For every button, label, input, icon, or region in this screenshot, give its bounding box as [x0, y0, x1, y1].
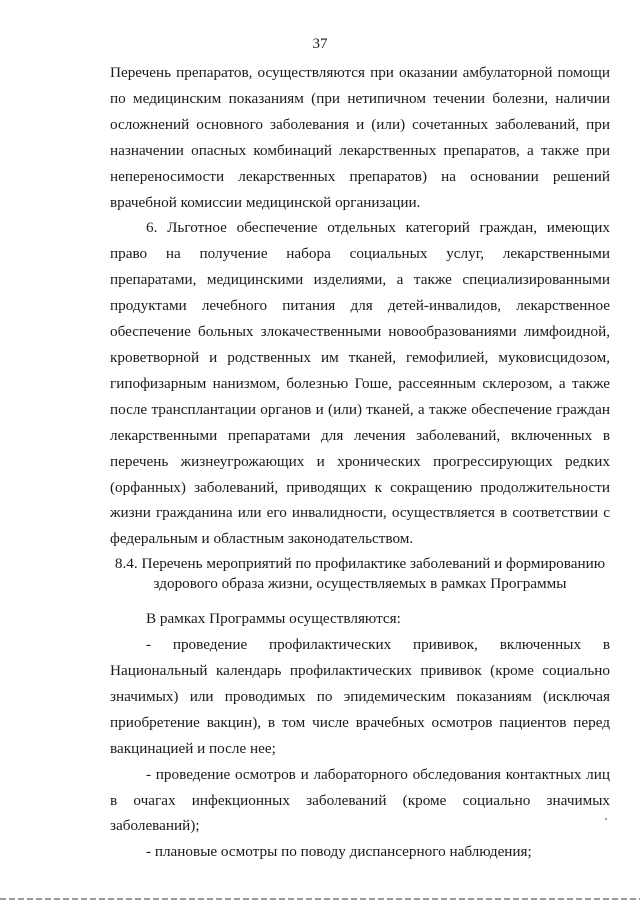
section-heading-8-4 [110, 552, 610, 606]
document-body [110, 60, 610, 865]
scan-speck [605, 818, 607, 820]
bottom-edge-rule [0, 898, 640, 900]
list-item-planned-examinations: - плановые осмотры по поводу диспансерного наблюдения; [146, 843, 532, 861]
section-heading-line-2: здорового образа жизни, осуществляемых в рамках Программы [153, 575, 567, 593]
section-heading-line-1: 8.4. Перечень мероприятий по профилактике заболеваний и формированию [114, 555, 606, 573]
list-item-contact-examination: - проведение осмотров и лабораторного обследования контактных лиц в очагах инфекционных заболеваний (кроме социально значимых заболеваний); [110, 765, 610, 835]
page-number: 37 [312, 36, 328, 52]
list-item-vaccination: - проведение профилактических прививок, включенных в Национальный календарь профилактических прививок (кроме социально значимых) или проводимых по эпидемическим показаниям (исключая приобретение вакцин), в том числе врачебных осмотров пациентов перед вакцинацией и после нее; [110, 636, 610, 757]
paragraph-item-6: 6. Льготное обеспечение отдельных категорий граждан, имеющих право на получение набора социальных услуг, лекарственными препаратами, медицинскими изделиями, а также специализированными продуктами лечебного питания для детей-инвалидов, лекарственное обеспечение больных злокачественными новообразованиями лимфоидной, кроветворной и родственных им тканей, гемофилией, муковисцидозом, гипофизарным нанизмом, болезнью Гоше, рассеянным склерозом, а также после трансплантации органов и (или) тканей, а также обеспечение граждан лекарственными препаратами для лечения заболеваний, включенных в перечень жизнеугрожающих и хронических прогрессирующих редких (орфанных) заболеваний, приводящих к сокращению продолжительности жизни гражданина или его инвалидности, осуществляется в соответствии с федеральным и областным законодательством. [110, 219, 610, 548]
section-intro: В рамках Программы осуществляются: [146, 610, 401, 628]
paragraph-medication-list: Перечень препаратов, осуществляются при оказании амбулаторной помощи по медицинским показаниям (при нетипичном течении болезни, наличии осложнений основного заболевания и (или) сочетанных заболеваний, при назначении опасных комбинаций лекарственных препаратов, а также при непереносимости лекарственных препаратов) на основании решений врачебной комиссии медицинской организации. [110, 64, 610, 211]
